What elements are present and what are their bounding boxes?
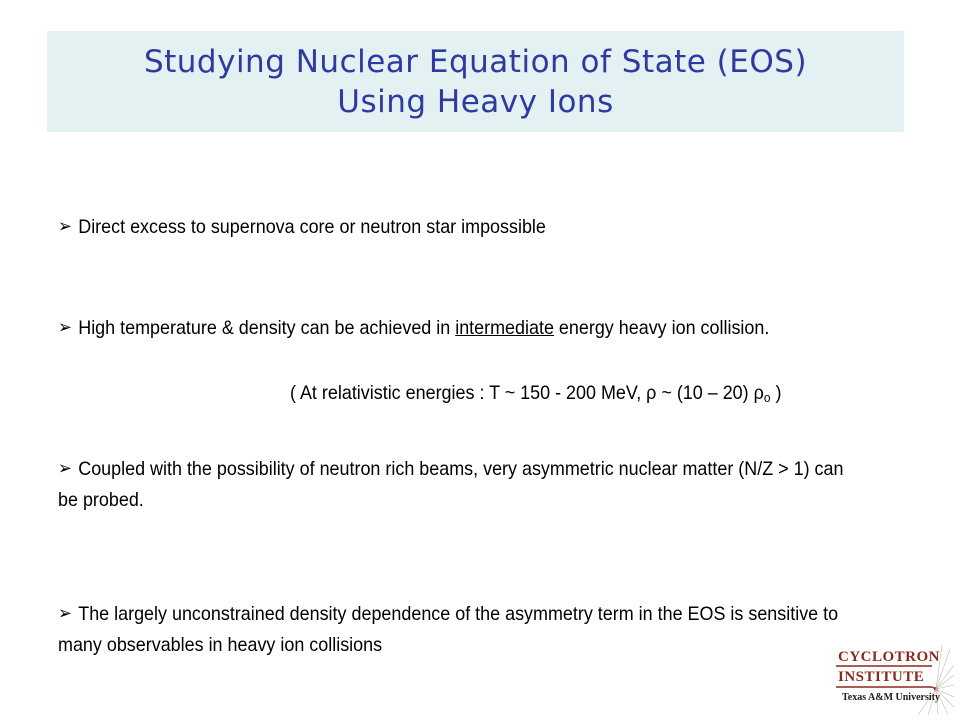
bullet-4-text: The largely unconstrained density dependence of the asymmetry term in the EOS is sensitive to many observables in heavy ion collisions — [58, 603, 839, 656]
logo-text-institute: INSTITUTE — [838, 669, 925, 685]
bullet-3 — [58, 453, 849, 516]
bullet-2 — [58, 312, 849, 344]
title-box — [47, 31, 904, 132]
relativistic-note-middle: ~ (10 – 20) — [656, 382, 754, 404]
page-title-line-1: Studying Nuclear Equation of State (EOS) — [143, 43, 808, 80]
relativistic-note-suffix: ) — [770, 382, 782, 404]
rho-symbol: ρ — [646, 382, 657, 404]
bullet-2-text-before: High temperature & density can be achieved in — [78, 317, 456, 339]
relativistic-note-prefix: ( At relativistic energies : T ~ 150 - 200 MeV, — [290, 382, 647, 404]
arrow-bullet-icon: ➢ — [58, 317, 72, 337]
arrow-bullet-icon: ➢ — [58, 216, 72, 236]
bullet-1 — [58, 211, 849, 243]
logo-text-cyclotron: CYCLOTRON — [838, 649, 941, 665]
bullet-2-underlined-word: intermediate — [455, 317, 554, 339]
bullet-1-text: Direct excess to supernova core or neutron star impossible — [78, 216, 546, 238]
cyclotron-institute-logo — [832, 645, 954, 715]
relativistic-note — [290, 378, 870, 413]
page-title-line-2: Using Heavy Ions — [337, 83, 614, 120]
bullet-2-text-after: energy heavy ion collision. — [553, 317, 770, 339]
arrow-bullet-icon: ➢ — [58, 603, 72, 623]
bullet-4 — [58, 598, 849, 661]
rho-subscript: o — [763, 390, 771, 405]
bullet-3-text: Coupled with the possibility of neutron rich beams, very asymmetric nuclear matter (N/Z > 1) can be probed. — [58, 458, 844, 511]
rho-symbol: ρ — [753, 382, 764, 404]
arrow-bullet-icon: ➢ — [58, 458, 72, 478]
logo-text-university: Texas A&M University — [842, 692, 940, 703]
